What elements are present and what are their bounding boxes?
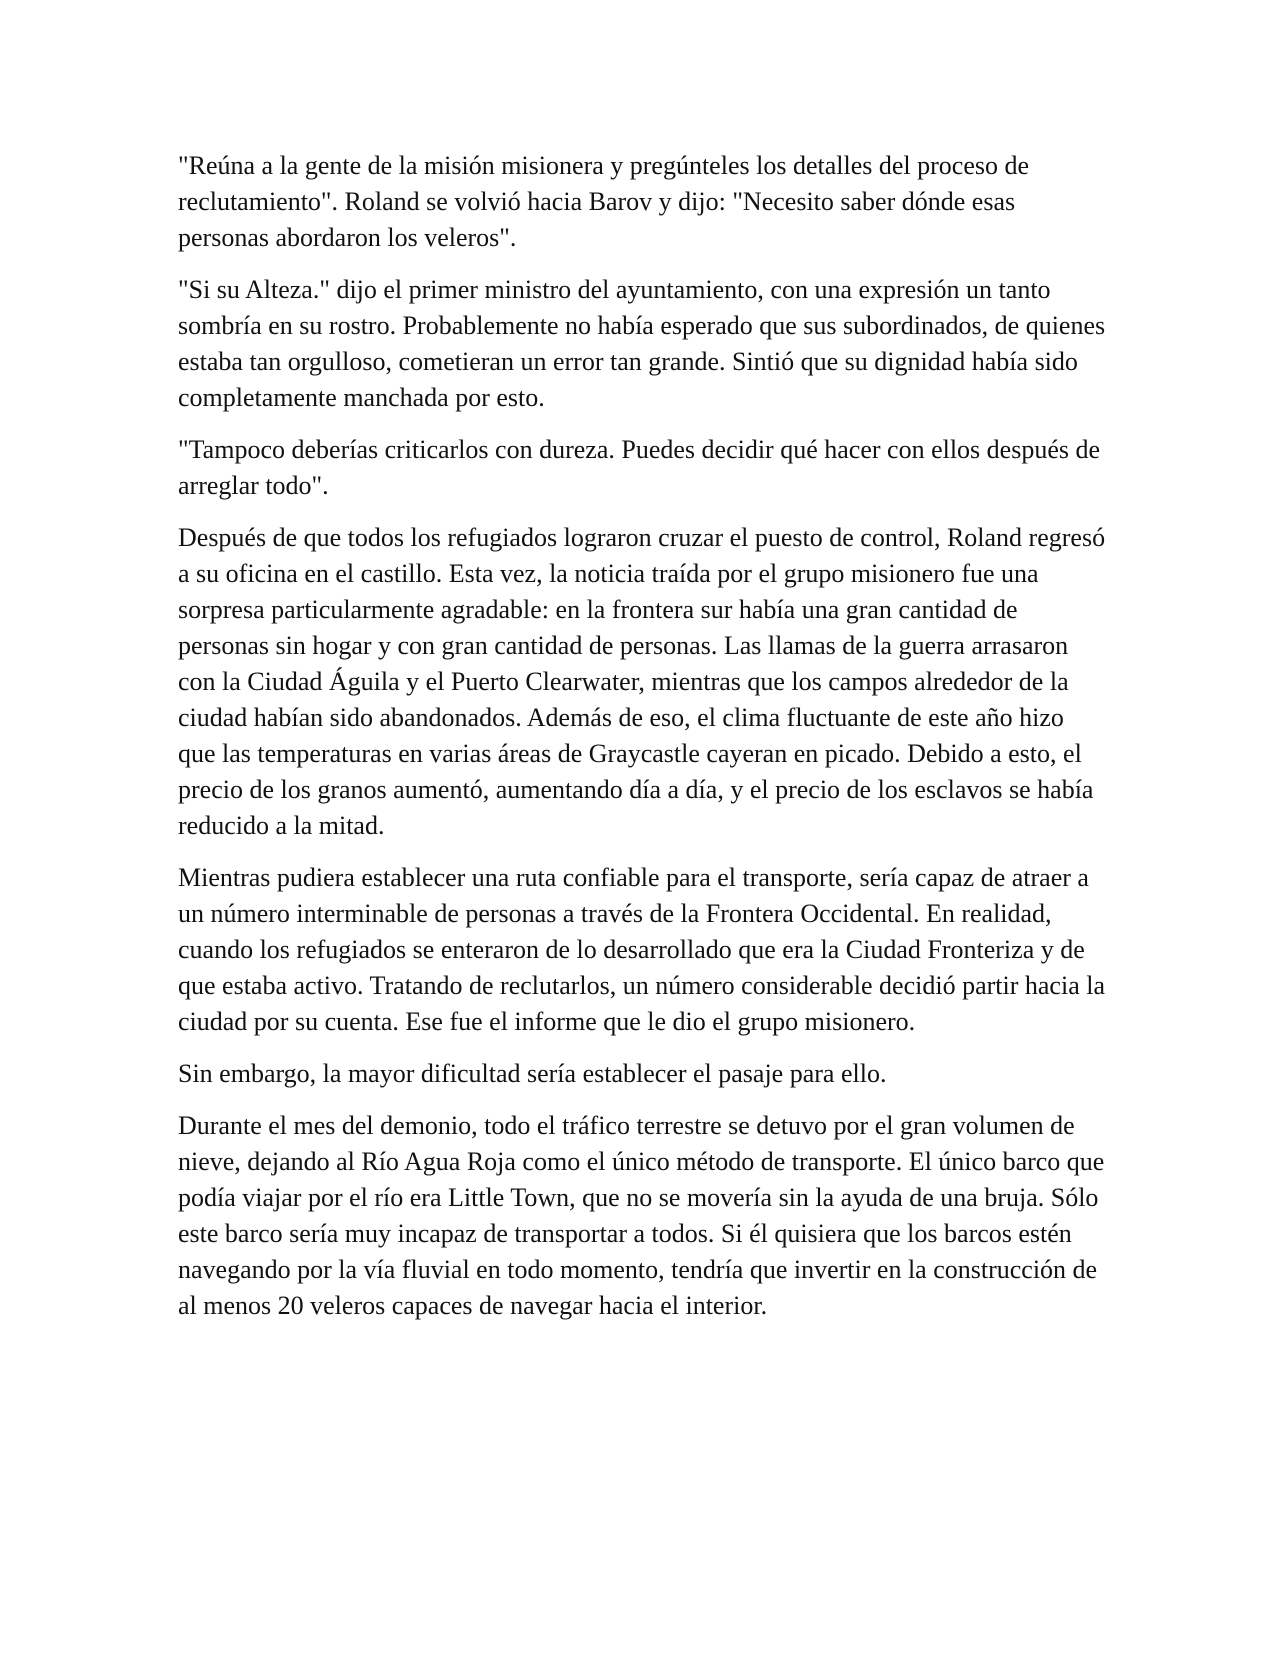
paragraph: Sin embargo, la mayor dificultad sería establecer el pasaje para ello. bbox=[178, 1059, 887, 1088]
paragraph: "Si su Alteza." dijo el primer ministro del ayuntamiento, con una expresión un tanto sombría en su rostro. Probablemente no había esperado que sus subordinados, de quienes estaba tan orgulloso, cometieran un error tan grande. Sintió que su dignidad había sido completamente manchada por esto. bbox=[178, 275, 1106, 412]
paragraph: "Tampoco deberías criticarlos con dureza. Puedes decidir qué hacer con ellos después de arreglar todo". bbox=[178, 435, 1101, 500]
paragraph: "Reúna a la gente de la misión misionera y pregúnteles los detalles del proceso de reclutamiento". Roland se volvió hacia Barov y dijo: "Necesito saber dónde esas personas abordaron los veleros". bbox=[178, 151, 1030, 252]
paragraph: Durante el mes del demonio, todo el tráfico terrestre se detuvo por el gran volumen de nieve, dejando al Río Agua Roja como el único método de transporte. El único barco que podía viajar por el río era Little Town, que no se movería sin la ayuda de una bruja. Sólo este barco sería muy incapaz de transportar a todos. Si él quisiera que los barcos estén navegando por la vía fluvial en todo momento, tendría que invertir en la construcción de al menos 20 veleros capaces de navegar hacia el interior. bbox=[178, 1111, 1105, 1320]
document-page bbox=[178, 148, 1106, 1340]
paragraph: Después de que todos los refugiados lograron cruzar el puesto de control, Roland regresó a su oficina en el castillo. Esta vez, la noticia traída por el grupo misionero fue una sorpresa particularmente agradable: en la frontera sur había una gran cantidad de personas sin hogar y con gran cantidad de personas. Las llamas de la guerra arrasaron con la Ciudad Águila y el Puerto Clearwater, mientras que los campos alrededor de la ciudad habían sido abandonados. Además de eso, el clima fluctuante de este año hizo que las temperaturas en varias áreas de Graycastle cayeran en picado. Debido a esto, el precio de los granos aumentó, aumentando día a día, y el precio de los esclavos se había reducido a la mitad. bbox=[178, 523, 1106, 840]
paragraph: Mientras pudiera establecer una ruta confiable para el transporte, sería capaz de atraer a un número interminable de personas a través de la Frontera Occidental. En realidad, cuando los refugiados se enteraron de lo desarrollado que era la Ciudad Fronteriza y de que estaba activo. Tratando de reclutarlos, un número considerable decidió partir hacia la ciudad por su cuenta. Ese fue el informe que le dio el grupo misionero. bbox=[178, 863, 1105, 1036]
